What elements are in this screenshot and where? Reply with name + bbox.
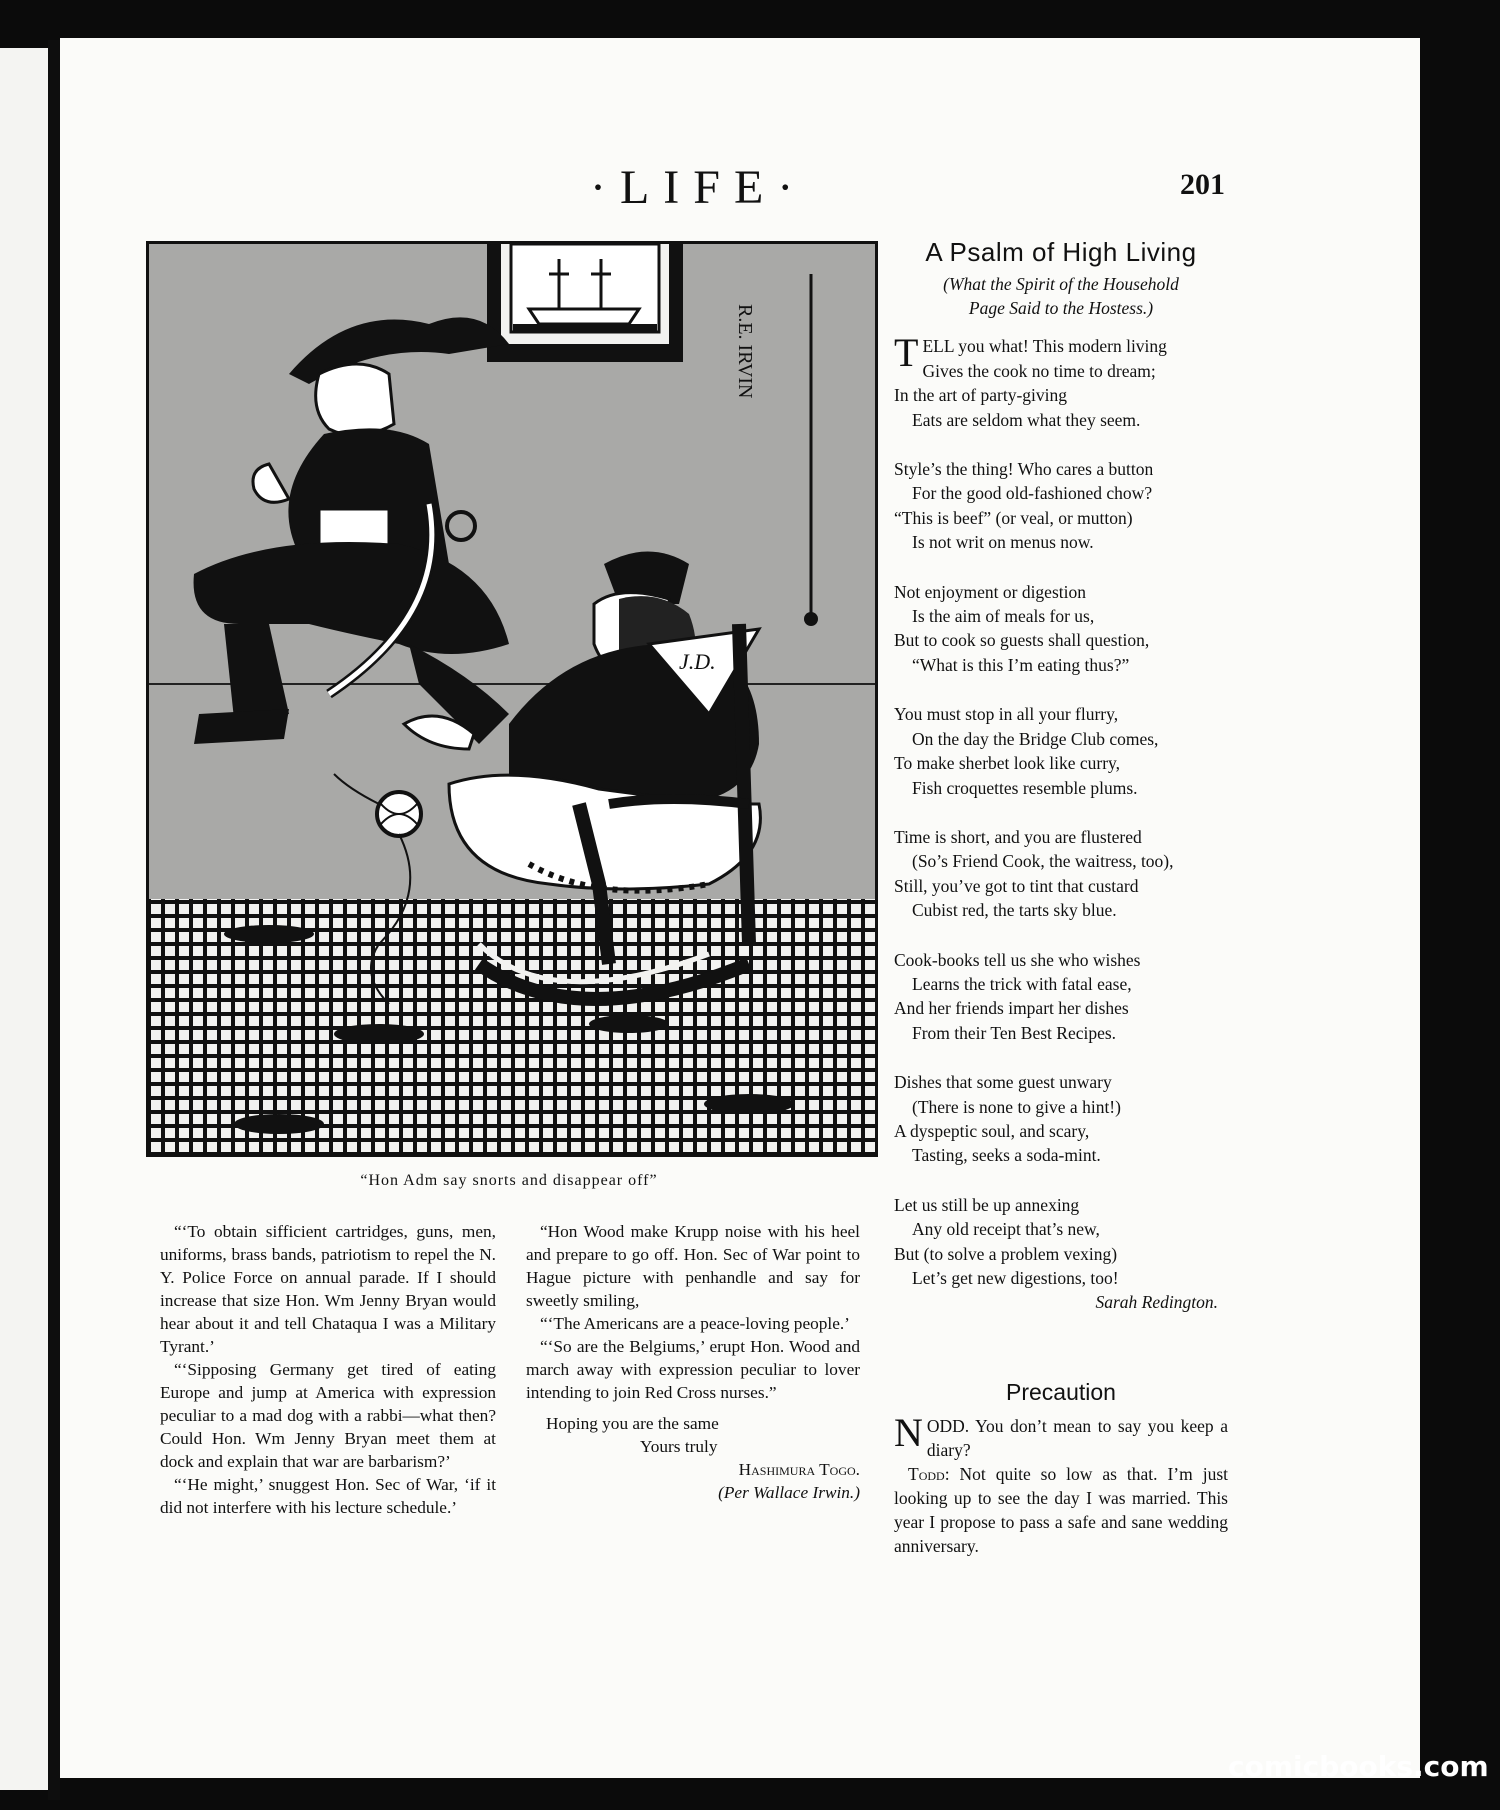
stanza [894,825,1228,923]
stanza [894,330,1228,432]
verse-line: “This is beef” (or veal, or mutton) [894,507,1133,528]
subtitle-line: (What the Spirit of the Household [943,274,1179,295]
poem-psalm-of-high-living [894,237,1228,1315]
yours-truly: Yours truly [640,1437,718,1456]
stanza [894,702,1228,800]
verse-line: (So’s Friend Cook, the waitress, too), [912,851,1174,872]
verse-line: Still, you’ve got to tint that custard [894,875,1139,896]
paragraph: “‘He might,’ snuggest Hon. Sec of War, ‘if it did not interfere with his lecture schedule.’ [160,1475,496,1517]
subtitle-line: Page Said to the Hostess.) [968,298,1154,319]
verse-line: Not enjoyment or digestion [894,581,1086,602]
verse-line: You must stop in all your flurry, [894,704,1119,725]
speaker-name: Todd: [908,1464,950,1484]
todd-line [894,1462,1228,1558]
verse-line: But (to solve a problem vexing) [894,1243,1118,1264]
verse-line: Time is short, and you are flustered [894,826,1142,847]
precaution-piece [894,1380,1228,1558]
stanza [894,457,1228,555]
paragraph: “‘The Americans are a peace-loving people.’ [540,1314,850,1333]
cartoon-drawing [149,244,875,1154]
verse-line: Fish croquettes resemble plums. [912,777,1138,798]
verse-line: In the art of party-giving [894,385,1068,406]
stanza [894,948,1228,1046]
cartoon-illustration [146,241,878,1157]
verse-line: Is the aim of meals for us, [912,606,1095,627]
paragraph: “‘To obtain sifficient cartridges, guns, men, uniforms, brass bands, patriotism to repel the N. Y. Police Force on annual parade. If I should increase that size Hon. Wm Jenny Bryan would hear about it and tell Chataqua I was a Military Tyrant.’ [160,1222,496,1356]
speaker-name: ODD. [926,1416,970,1436]
verse-line: Tasting, seeks a soda-mint. [912,1145,1101,1166]
artist-signature: R.E. IRVIN [734,304,756,399]
story-column-1 [160,1220,496,1519]
verse-line: From their Ten Best Recipes. [912,1022,1117,1043]
facing-page-edge [0,48,48,1790]
precaution-title: Precaution [1006,1379,1116,1405]
verse-line: Let’s get new digestions, too! [912,1268,1119,1288]
stanza [894,580,1228,678]
verse-line: On the day the Bridge Club comes, [912,728,1159,749]
masthead: ·LIFE· [590,161,808,214]
poem-title: A Psalm of High Living [925,237,1197,267]
verse-line: But to cook so guests shall question, [894,630,1150,651]
verse-line: Eats are seldom what they seem. [912,409,1141,430]
verse-line: Cook-books tell us she who wishes [894,949,1141,970]
dialogue-text: Not quite so low as that. I’m just looking up to see the day I was married. This year I propose to pass a safe and sane wedding anniversary. [894,1464,1228,1556]
dialogue-text: You don’t mean to say you keep a diary? [926,1416,1228,1460]
verse-line: To make sherbet look like curry, [894,753,1121,774]
paragraph: “Hon Wood make Krupp noise with his heel and prepare to go off. Hon. Sec of War point to Hague picture with penhandle and say for sweetly smiling, [526,1222,860,1310]
paragraph: “‘So are the Belgiums,’ erupt Hon. Wood and march away with expression peculiar to lover intending to join Red Cross nurses.” [526,1337,860,1402]
verse-line: “What is this I’m eating thus?” [912,654,1130,675]
verse-line: A dyspeptic soul, and scary, [894,1120,1090,1141]
nodd-line [894,1410,1228,1462]
drop-cap: N [894,1410,923,1455]
verse-line: Dishes that some guest unwary [894,1072,1112,1093]
verse-line: ELL you what! This modern living [922,336,1167,357]
poem-subtitle [894,272,1228,320]
verse-line: Style’s the thing! Who cares a button [894,459,1154,480]
verse-line: For the good old-fashioned chow? [912,483,1153,504]
verse-line: And her friends impart her dishes [894,998,1129,1019]
svg-text:J.D.: J.D. [679,649,716,674]
cartoon-caption: “Hon Adm say snorts and disappear off” [360,1172,658,1189]
verse-line: Learns the trick with fatal ease, [912,973,1132,994]
stanza [894,1193,1228,1291]
story-column-2 [526,1220,860,1504]
stanza [894,1070,1228,1168]
drop-cap: T [894,330,919,376]
watermark: comicbooks.com [1228,1750,1489,1783]
ship-picture [487,244,683,362]
page-number: 201 [1180,168,1225,201]
verse-line: Is not writ on menus now. [912,532,1094,553]
verse-line: (There is none to give a hint!) [912,1096,1121,1117]
closing-line: Hoping you are the same [546,1414,719,1433]
signer-name: Hashimura Togo. [738,1460,860,1479]
verse-line: Let us still be up annexing [894,1194,1080,1215]
binding-gutter [48,40,60,1800]
paragraph: “‘Sipposing Germany get tired of eating Europe and jump at America with expression peculiar to a mad dog with a rabbi—what then? Could Hon. Wm Jenny Bryan meet them at dock and explain that war are barbarism?’ [160,1360,496,1471]
poem-author: Sarah Redington. [1095,1292,1218,1313]
verse-line: Any old receipt that’s new, [912,1219,1100,1240]
verse-line: Cubist red, the tarts sky blue. [912,900,1117,921]
verse-line: Gives the cook no time to dream; [922,360,1156,381]
author-credit: (Per Wallace Irwin.) [718,1483,860,1502]
